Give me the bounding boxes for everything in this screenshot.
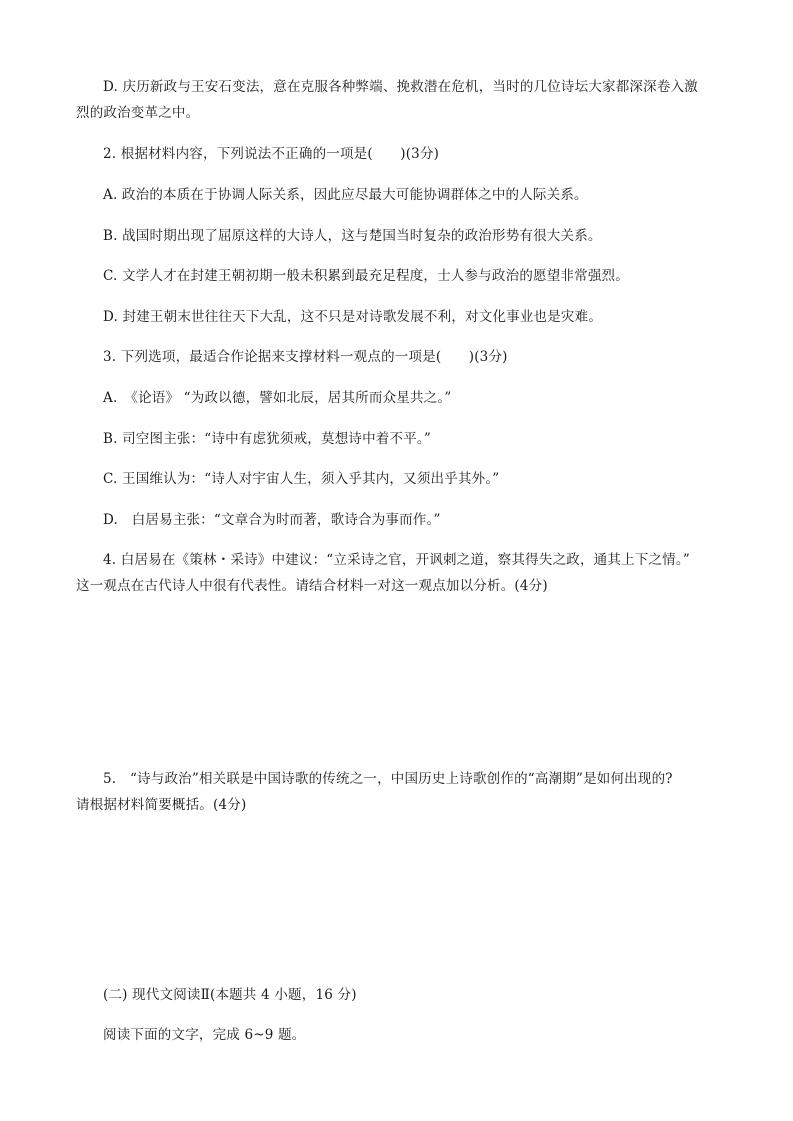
q3-option-a: A. 《论语》 “为政以德，譬如北辰，居其所而众星共之。” [103, 390, 452, 406]
q2-option-d: D. 封建王朝末世往往天下大乱，这不只是对诗歌发展不利，对文化事业也是灾难。 [103, 309, 603, 325]
section2-heading: (二) 现代文阅读Ⅱ(本题共 4 小题，16 分) [103, 987, 357, 1003]
q3-option-c: C. 王国维认为：“诗人对宇宙人生，须入乎其内，又须出乎其外。” [103, 471, 500, 487]
q2-option-c: C. 文学人才在封建王朝初期一般未积累到最充足程度，士人参与政治的愿望非常强烈。 [103, 268, 629, 284]
q3-stem: 3. 下列选项，最适合作论据来支撑材料一观点的一项是( )(3分) [103, 349, 508, 365]
q2-option-a: A. 政治的本质在于协调人际关系，因此应尽最大可能协调群体之中的人际关系。 [103, 187, 588, 203]
q5-line1: 5. “诗与政治”相关联是中国诗歌的传统之一，中国历史上诗歌创作的“高潮期”是如何出现的? [103, 771, 673, 787]
q1-option-d-line2: 烈的政治变革之中。 [76, 105, 200, 121]
q5-line2: 请根据材料简要概括。(4分) [76, 797, 247, 813]
q3-option-b: B. 司空图主张：“诗中有虑犹须戒，莫想诗中着不平。” [103, 431, 431, 447]
q2-option-b: B. 战国时期出现了屈原这样的大诗人，这与楚国当时复杂的政治形势有很大关系。 [103, 228, 602, 244]
q4-line1: 4. 白居易在《策林・采诗》中建议：“立采诗之官，开讽刺之道，察其得失之政，通其上下之情。” [103, 552, 690, 568]
q4-line2: 这一观点在古代诗人中很有代表性。请结合材料一对这一观点加以分析。(4分) [76, 578, 548, 594]
q3-option-d: D. 白居易主张：“文章合为时而著，歌诗合为事而作。” [103, 512, 441, 528]
q1-option-d-line1: D. 庆历新政与王安石变法，意在克服各种弊端、挽救潜在危机，当时的几位诗坛大家都深深卷入激 [103, 79, 698, 95]
section2-instruction: 阅读下面的文字，完成 6~9 题。 [103, 1027, 306, 1043]
q2-stem: 2. 根据材料内容，下列说法不正确的一项是( )(3分) [103, 146, 440, 162]
